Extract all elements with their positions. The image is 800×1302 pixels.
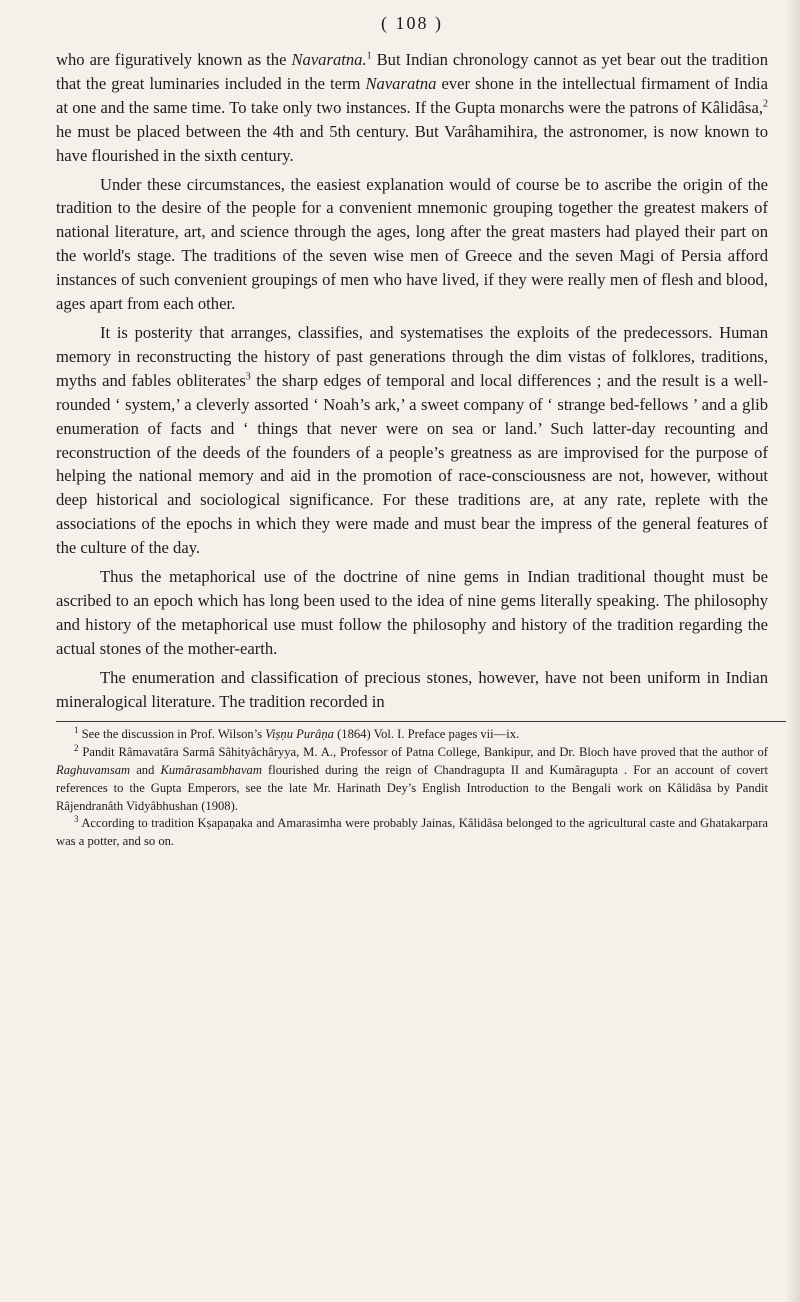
footnote-number: 2 xyxy=(74,743,79,754)
footnote xyxy=(56,815,768,851)
footnote xyxy=(56,726,768,744)
footnote-number: 1 xyxy=(74,725,79,736)
text-run: Pandit Râmavatâra Sarmâ Sâhityâchâryya, M. A., Professor of Patna College, Bankipur, and Dr. Bloch have proved that the author of xyxy=(78,745,768,760)
text-run: According to tradition Kṣapaṇaka and Amarasimha were probably Jainas, Kâlidâsa belonged to the agricultural caste and Ghatakarpara was a potter, and so on. xyxy=(56,816,768,849)
text-run: who are figuratively known as the xyxy=(56,50,292,69)
text-run: and xyxy=(130,763,161,778)
text-run: Under these circumstances, the easiest explanation would of course be to ascribe the origin of the tradition to the desire of the people for a convenient mnemonic grouping together the greatest makers of national literature, art, and science through the ages, long after the great masters had played their part on the world's stage. The traditions of the seven wise men of Greece and the seven Magi of Persia afford instances of such convenient groupings of men who have lived, if they were really men of flesh and blood, ages apart from each other. xyxy=(56,174,768,314)
footnote-marker: 2 xyxy=(763,98,768,110)
main-text xyxy=(56,48,768,713)
footnote-number: 3 xyxy=(74,814,79,825)
text-run: It is posterity that arranges, classifies, and systematises the exploits of the predecessors. Human memory in reconstructing the history of past generations through the dim vistas of folklores, traditions, myths and fables obliterates xyxy=(56,322,768,390)
footnotes xyxy=(56,726,768,851)
footnote-marker: 3 xyxy=(245,371,251,383)
paragraph xyxy=(56,565,768,661)
text-run: (1864) Vol. I. Preface pages vii—ix. xyxy=(333,727,520,742)
page-number: ( 108 ) xyxy=(381,13,443,33)
paragraph xyxy=(56,666,768,714)
page-edge-shadow xyxy=(786,0,800,1302)
text-run: Viṣṇu Purâṇa xyxy=(265,727,334,742)
text-run: Kumârasambhavam xyxy=(160,763,262,778)
text-run: Thus the metaphorical use of the doctrine of nine gems in Indian traditional thought must be ascribed to an epoch which has long been used to the idea of nine gems literally speaking. The philosophy and history of the metaphorical use must follow the philosophy and history of the tradition regarding the actual stones of the mother-earth. xyxy=(56,567,768,658)
paragraph xyxy=(56,321,768,560)
paragraph xyxy=(56,173,768,316)
text-run: flourished during the reign of Chandragupta II and Kumâragupta . For an account of covert references to the Gupta Emperors, see the late Mr. Harinath Dey’s English Introduction to the Bengali work on Kâlidâsa by Pandit Râjendranâth Vidyâbhushan (1908). xyxy=(56,763,769,813)
text-run: See the discussion in Prof. Wilson’s xyxy=(78,727,266,742)
text-run: ever shone in the intellectual firmament of India at one and the same time. To take only two instances. If the Gupta monarchs were the patrons of Kâlidâsa, xyxy=(56,73,768,117)
text-run: Raghuvamsam xyxy=(56,763,131,778)
text-run: Navaratna. xyxy=(291,50,367,69)
text-run: Navaratna xyxy=(365,73,437,93)
text-run: But Indian chronology cannot as yet bear out the tradition that the great luminaries included in the term xyxy=(56,50,769,93)
text-run: the sharp edges of temporal and local differences ; and the result is a well-rounded ‘ system,’ a cleverly assorted ‘ Noah’s ark,’ a sweet company of ‘ strange bed-fellows ’ and a glib enumeration of facts and ‘ things that never were on sea or land.’ Such latter-day recounting and reconstruction of the deeds of the founders of a people’s greatness as are improvised for the purpose of helping the national memory and aid in the promotion of race-consciousness are not, however, without deep historical and sociological significance. For these traditions are, at any rate, replete with the associations of the epochs in which they were made and must bear the impress of the general features of the culture of the day. xyxy=(56,370,768,558)
footnote-marker: 1 xyxy=(366,50,372,62)
footnote-divider xyxy=(56,721,786,722)
text-run: The enumeration and classification of precious stones, however, have not been uniform in Indian mineralogical literature. The tradition recorded in xyxy=(56,667,768,711)
paragraph xyxy=(56,48,768,168)
text-run: he must be placed between the 4th and 5th century. But Varâhamihira, the astronomer, is now known to have flourished in the sixth century. xyxy=(56,121,768,165)
footnote xyxy=(56,744,768,815)
